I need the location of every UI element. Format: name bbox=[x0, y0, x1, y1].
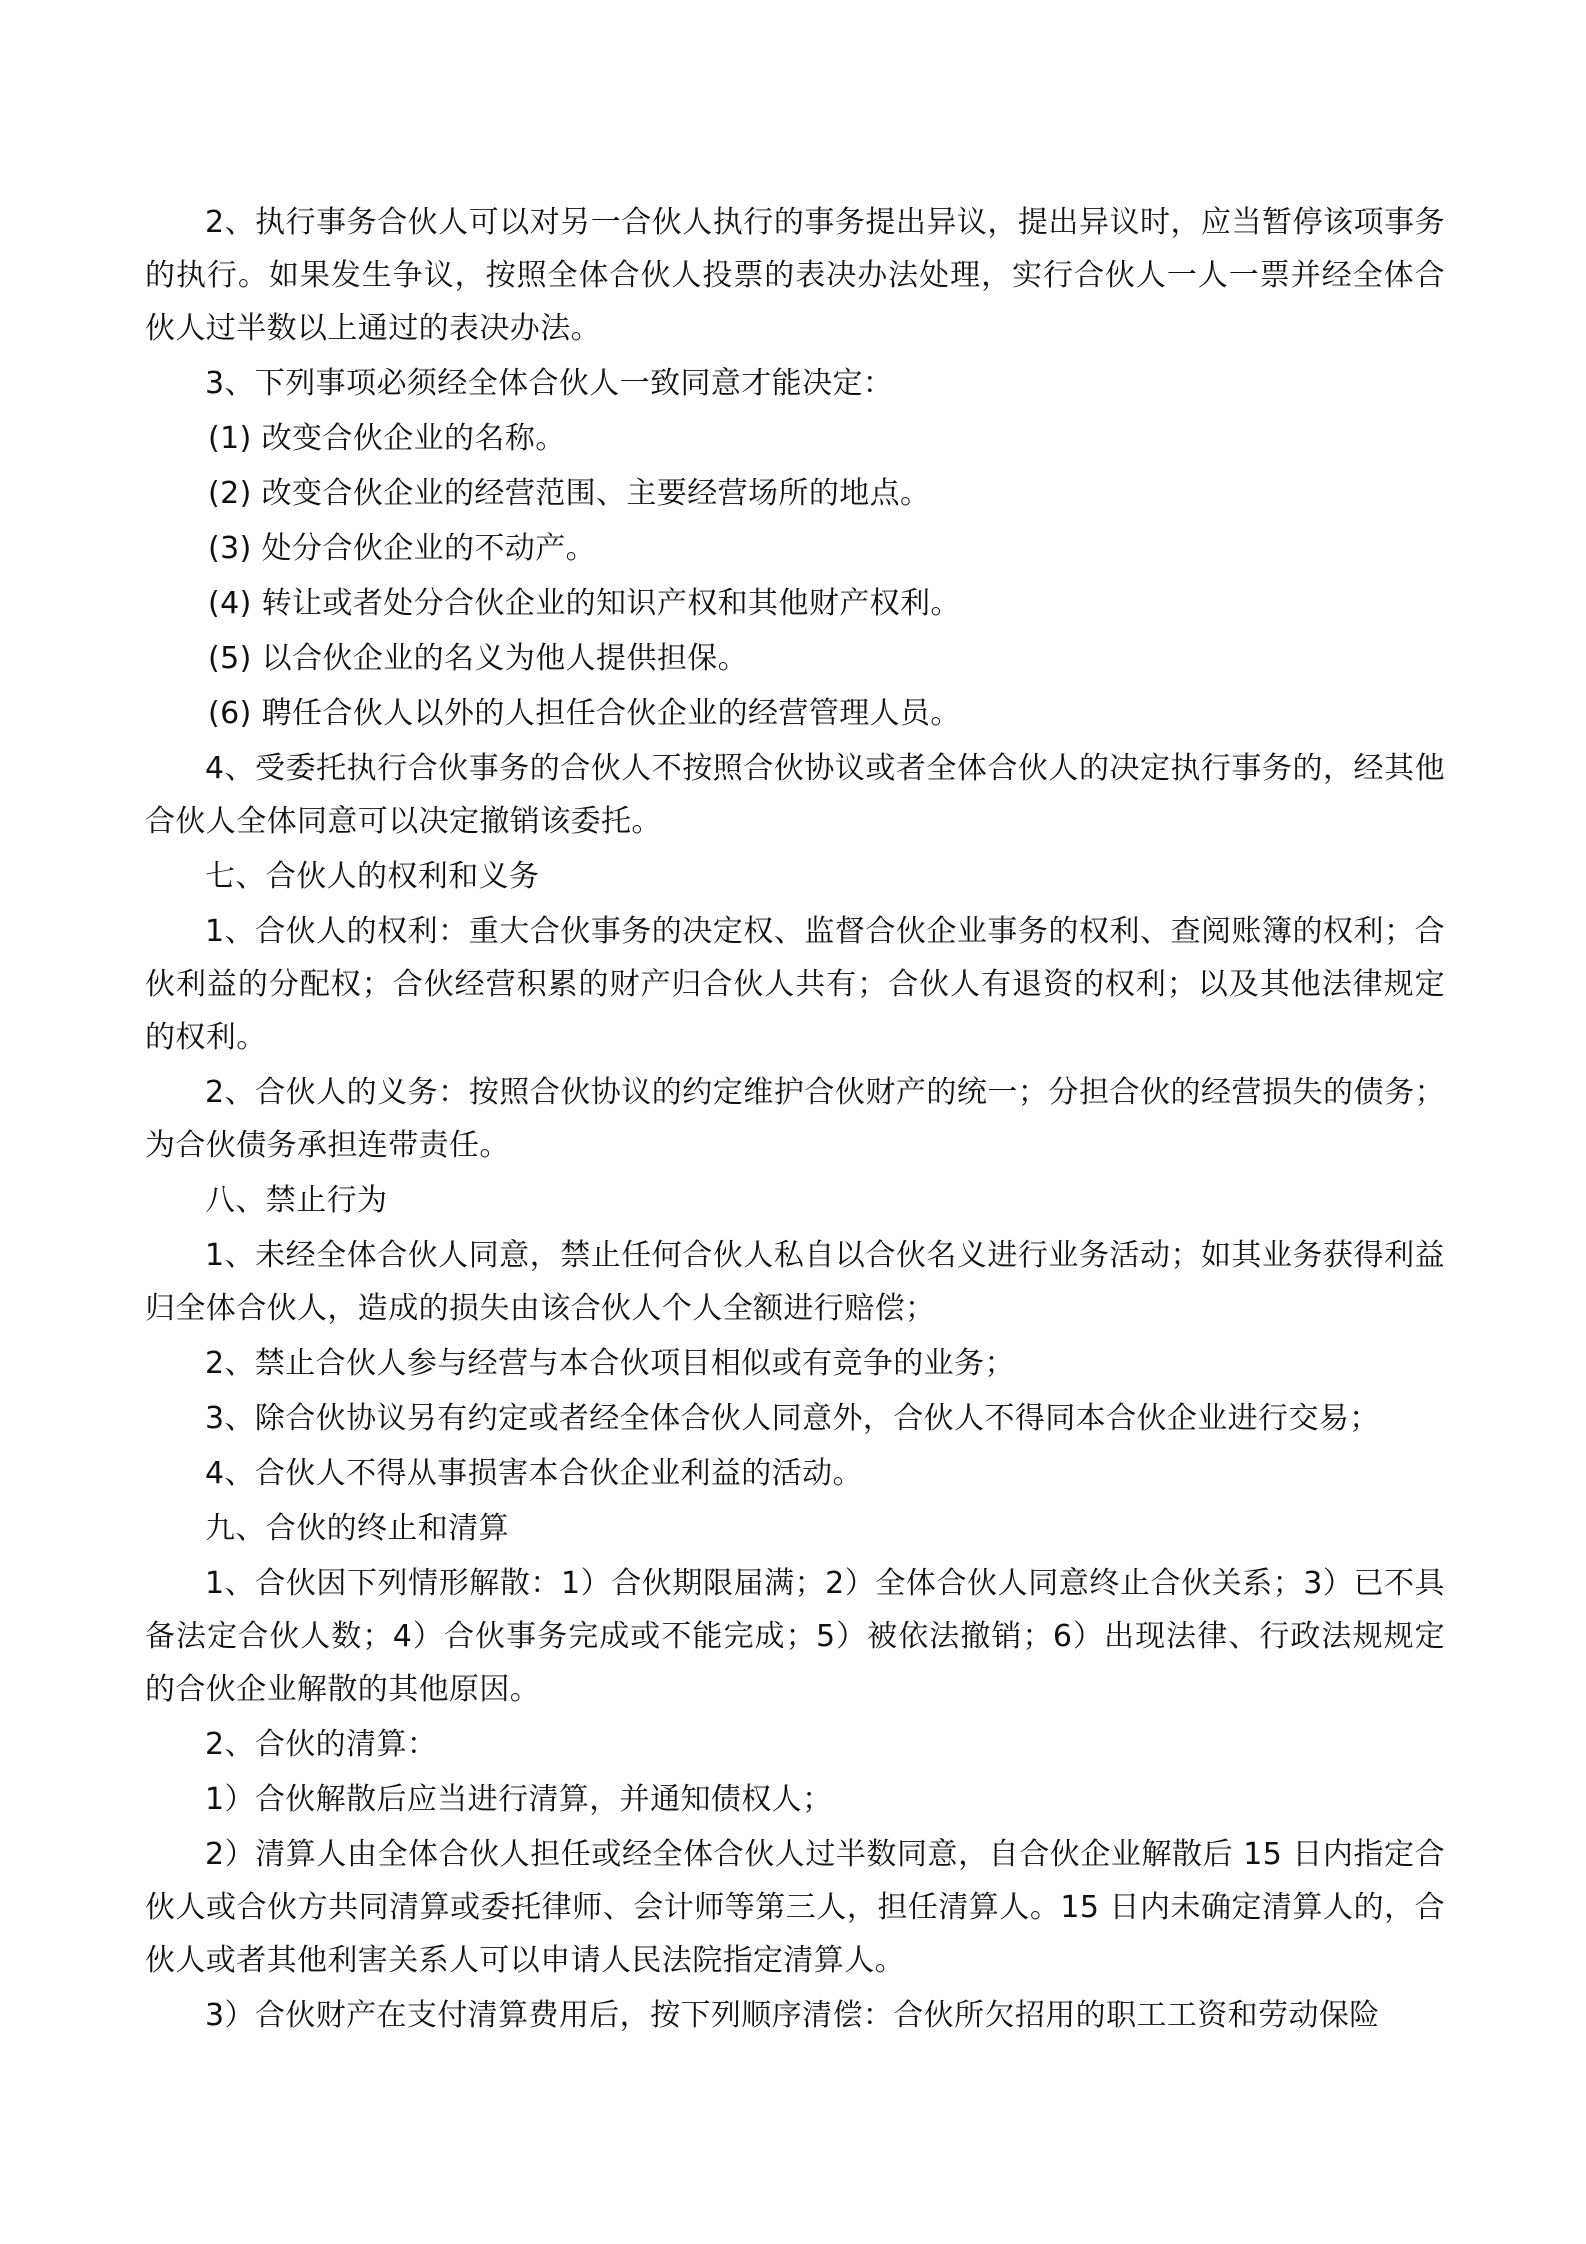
paragraph-prohibition-2: 2、禁止合伙人参与经营与本合伙项目相似或有竞争的业务； bbox=[205, 1346, 1015, 1381]
paragraph-partner-obligations: 2、合伙人的义务：按照合伙协议的约定维护合伙财产的统一；分担合伙的经营损失的债务；为合伙债务承担连带责任。 bbox=[145, 1075, 1445, 1163]
paragraph-2-dispute: 2、执行事务合伙人可以对另一合伙人执行的事务提出异议，提出异议时，应当暂停该项事务的执行。如果发生争议，按照全体合伙人投票的表决办法处理，实行合伙人一人一票并经全体合伙人过半数以上通过的表决办法。 bbox=[145, 205, 1445, 346]
paragraph-4-revoke-entrustment: 4、受委托执行合伙事务的合伙人不按照合伙协议或者全体合伙人的决定执行事务的，经其他合伙人全体同意可以决定撤销该委托。 bbox=[145, 751, 1445, 839]
paragraph-3-unanimous-matters: 3、下列事项必须经全体合伙人一致同意才能决定： bbox=[205, 366, 894, 401]
paragraph-dissolution-causes: 1、合伙因下列情形解散：1）合伙期限届满；2）全体合伙人同意终止合伙关系；3）已不具备法定合伙人数；4）合伙事务完成或不能完成；5）被依法撤销；6）出现法律、行政法规规定的合伙企业解散的其他原因。 bbox=[145, 1566, 1445, 1707]
paragraph-prohibition-1: 1、未经全体合伙人同意，禁止任何合伙人私自以合伙名义进行业务活动；如其业务获得利益归全体合伙人，造成的损失由该合伙人个人全额进行赔偿； bbox=[145, 1238, 1445, 1326]
list-item-4: (4) 转让或者处分合伙企业的知识产权和其他财产权利。 bbox=[208, 586, 961, 621]
section-heading-prohibited-acts: 八、禁止行为 bbox=[205, 1183, 388, 1218]
paragraph-prohibition-4: 4、合伙人不得从事损害本合伙企业利益的活动。 bbox=[205, 1456, 863, 1491]
paragraph-liquidation-3: 3）合伙财产在支付清算费用后，按下列顺序清偿：合伙所欠招用的职工工资和劳动保险 bbox=[205, 1998, 1380, 2033]
section-heading-rights-obligations: 七、合伙人的权利和义务 bbox=[205, 859, 540, 894]
section-heading-termination-liquidation: 九、合伙的终止和清算 bbox=[205, 1511, 509, 1546]
paragraph-liquidation-title: 2、合伙的清算： bbox=[205, 1727, 438, 1762]
list-item-2: (2) 改变合伙企业的经营范围、主要经营场所的地点。 bbox=[208, 476, 931, 511]
list-item-5: (5) 以合伙企业的名义为他人提供担保。 bbox=[208, 641, 749, 676]
list-item-6: (6) 聘任合伙人以外的人担任合伙企业的经营管理人员。 bbox=[208, 696, 961, 731]
paragraph-partner-rights: 1、合伙人的权利：重大合伙事务的决定权、监督合伙企业事务的权利、查阅账簿的权利；合伙利益的分配权；合伙经营积累的财产归合伙人共有；合伙人有退资的权利；以及其他法律规定的权利。 bbox=[145, 914, 1445, 1055]
paragraph-liquidation-1: 1）合伙解散后应当进行清算，并通知债权人； bbox=[205, 1782, 833, 1817]
paragraph-prohibition-3: 3、除合伙协议另有约定或者经全体合伙人同意外，合伙人不得同本合伙企业进行交易； bbox=[205, 1401, 1380, 1436]
paragraph-liquidation-2: 2）清算人由全体合伙人担任或经全体合伙人过半数同意，自合伙企业解散后 15 日内指定合伙人或合伙方共同清算或委托律师、会计师等第三人，担任清算人。15 日内未确定清算人的，合伙人或者其他利害关系人可以申请人民法院指定清算人。 bbox=[145, 1837, 1445, 1978]
list-item-3: (3) 处分合伙企业的不动产。 bbox=[208, 531, 597, 566]
document-body bbox=[145, 196, 1445, 2044]
list-item-1: (1) 改变合伙企业的名称。 bbox=[208, 421, 566, 456]
